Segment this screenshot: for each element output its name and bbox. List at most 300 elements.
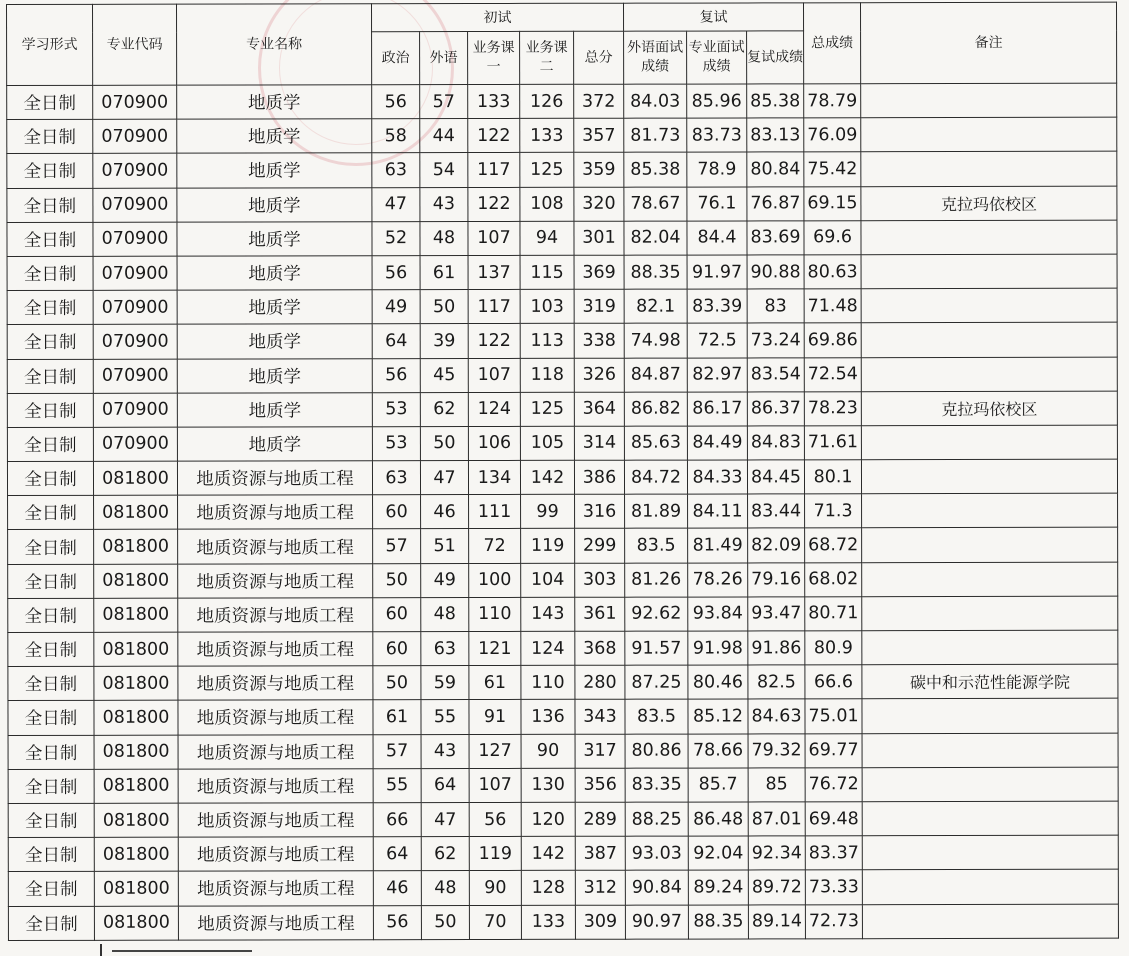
cell-remarks (862, 528, 1118, 563)
table-row (8, 801, 1118, 838)
cell-professional-interview: 83.39 (687, 289, 747, 323)
cell-major-code: 081800 (94, 564, 178, 598)
cell-major-code: 081800 (94, 906, 178, 940)
cell-total-score: 75.01 (805, 699, 862, 733)
cell-total-score: 69.6 (804, 220, 861, 254)
cell-major-code: 081800 (94, 598, 178, 632)
cell-politics: 56 (373, 905, 421, 939)
cell-language-interview: 90.97 (625, 905, 688, 939)
cell-major-code: 081800 (94, 735, 178, 769)
cell-total-score: 80.9 (805, 631, 862, 665)
header-initial-total: 总分 (574, 31, 624, 84)
cell-remarks (862, 801, 1118, 836)
cell-major-code: 081800 (94, 769, 178, 803)
cell-major-code: 081800 (94, 701, 178, 735)
cell-course-two: 119 (521, 529, 575, 563)
cell-major-code: 081800 (93, 461, 177, 495)
cell-major-name: 地质学 (177, 290, 372, 325)
cell-study-mode: 全日制 (8, 530, 94, 564)
cell-total-score: 80.1 (805, 460, 862, 494)
cell-total-score: 69.48 (805, 802, 862, 836)
table-row (7, 254, 1117, 291)
cell-major-name: 地质资源与地质工程 (178, 803, 373, 838)
cell-professional-interview: 78.66 (688, 734, 748, 768)
cell-professional-interview: 82.97 (687, 357, 747, 391)
cell-politics: 64 (373, 837, 421, 871)
cell-foreign-language: 43 (420, 187, 468, 221)
cell-major-code: 070900 (93, 324, 177, 358)
cell-politics: 53 (372, 427, 420, 461)
cell-professional-interview: 92.04 (688, 836, 748, 870)
cell-language-interview: 93.03 (625, 836, 688, 870)
cell-course-two: 120 (521, 802, 575, 836)
header-remarks: 备注 (861, 2, 1117, 84)
cell-major-name: 地质资源与地质工程 (178, 495, 373, 530)
cell-politics: 57 (373, 529, 421, 563)
cell-professional-interview: 84.49 (687, 426, 747, 460)
cell-course-one: 70 (469, 905, 521, 939)
cell-total-score: 66.6 (805, 665, 862, 699)
cell-professional-interview: 72.5 (687, 323, 747, 357)
cell-foreign-language: 45 (420, 358, 468, 392)
cell-language-interview: 78.67 (624, 187, 687, 221)
cell-study-mode: 全日制 (7, 325, 93, 359)
cell-course-two: 104 (521, 563, 575, 597)
cell-initial-total: 314 (574, 426, 624, 460)
cell-foreign-language: 59 (421, 666, 469, 700)
cell-language-interview: 85.63 (624, 426, 687, 460)
cell-major-name: 地质资源与地质工程 (178, 734, 373, 769)
cell-total-score: 78.79 (804, 84, 861, 118)
table-row (8, 596, 1118, 633)
cell-total-score: 72.73 (805, 904, 862, 938)
cell-remarks (861, 220, 1117, 255)
table-row (8, 835, 1118, 872)
cell-total-score: 72.54 (804, 357, 861, 391)
cell-retest-score: 90.88 (747, 255, 804, 289)
cell-study-mode: 全日制 (8, 769, 94, 803)
cell-major-code: 070900 (93, 290, 177, 324)
header-course-two: 业务课二 (520, 31, 574, 84)
cell-total-score: 71.3 (805, 494, 862, 528)
cell-retest-score: 85 (748, 768, 805, 802)
cell-retest-score: 83 (747, 289, 804, 323)
cell-language-interview: 80.86 (625, 734, 688, 768)
cell-retest-score: 93.47 (748, 597, 805, 631)
handwritten-mark (100, 944, 262, 956)
cell-retest-score: 83.54 (747, 357, 804, 391)
table-row (7, 117, 1117, 154)
header-foreign-language: 外语 (420, 32, 468, 85)
cell-course-one: 134 (468, 460, 520, 494)
cell-study-mode: 全日制 (7, 393, 93, 427)
cell-remarks (862, 699, 1118, 734)
cell-foreign-language: 48 (420, 221, 468, 255)
cell-politics: 56 (372, 256, 420, 290)
cell-foreign-language: 64 (421, 768, 469, 802)
cell-initial-total: 316 (575, 494, 625, 528)
cell-remarks (862, 835, 1118, 870)
cell-course-one: 133 (468, 84, 520, 118)
cell-course-one: 111 (469, 495, 521, 529)
cell-initial-total: 303 (575, 563, 625, 597)
cell-retest-score: 87.01 (748, 802, 805, 836)
cell-study-mode: 全日制 (8, 803, 94, 837)
cell-politics: 49 (372, 290, 420, 324)
cell-major-name: 地质资源与地质工程 (178, 837, 373, 872)
cell-course-two: 142 (520, 460, 574, 494)
cell-course-one: 107 (468, 358, 520, 392)
cell-course-one: 122 (468, 324, 520, 358)
cell-major-code: 070900 (93, 154, 177, 188)
cell-initial-total: 386 (574, 460, 624, 494)
cell-politics: 56 (372, 358, 420, 392)
cell-course-two: 118 (520, 358, 574, 392)
table-row (8, 562, 1118, 599)
cell-study-mode: 全日制 (8, 735, 94, 769)
cell-total-score: 80.63 (804, 255, 861, 289)
cell-total-score: 80.71 (805, 597, 862, 631)
cell-course-two: 113 (520, 324, 574, 358)
header-politics: 政治 (372, 32, 420, 85)
cell-professional-interview: 84.4 (687, 221, 747, 255)
cell-total-score: 76.09 (804, 118, 861, 152)
cell-course-two: 108 (520, 187, 574, 221)
cell-retest-score: 82.5 (748, 665, 805, 699)
cell-professional-interview: 84.11 (688, 494, 748, 528)
cell-foreign-language: 51 (421, 529, 469, 563)
cell-remarks (861, 83, 1117, 118)
cell-course-two: 94 (520, 221, 574, 255)
cell-language-interview: 88.25 (625, 802, 688, 836)
cell-language-interview: 74.98 (624, 323, 687, 357)
cell-foreign-language: 62 (421, 837, 469, 871)
table-row (8, 733, 1118, 770)
cell-retest-score: 73.24 (747, 323, 804, 357)
cell-politics: 60 (373, 597, 421, 631)
cell-remarks (862, 596, 1118, 631)
cell-retest-score: 82.09 (748, 528, 805, 562)
cell-remarks (862, 733, 1118, 768)
cell-major-name: 地质资源与地质工程 (178, 871, 373, 906)
cell-total-score: 71.61 (804, 426, 861, 460)
cell-politics: 57 (373, 734, 421, 768)
cell-language-interview: 87.25 (625, 665, 688, 699)
cell-course-two: 128 (521, 871, 575, 905)
cell-course-one: 117 (468, 153, 520, 187)
header-professional-interview: 专业面试成绩 (687, 31, 747, 84)
cell-foreign-language: 39 (420, 324, 468, 358)
cell-foreign-language: 55 (421, 700, 469, 734)
cell-major-name: 地质资源与地质工程 (177, 461, 372, 496)
cell-remarks (862, 630, 1118, 665)
cell-remarks (862, 562, 1118, 597)
cell-study-mode: 全日制 (8, 564, 94, 598)
table-row (8, 630, 1118, 667)
cell-total-score: 78.23 (804, 391, 861, 425)
cell-retest-score: 84.63 (748, 699, 805, 733)
cell-course-one: 117 (468, 290, 520, 324)
cell-language-interview: 82.1 (624, 289, 687, 323)
cell-study-mode: 全日制 (8, 906, 94, 940)
cell-major-code: 081800 (94, 530, 178, 564)
cell-language-interview: 86.82 (624, 392, 687, 426)
cell-remarks (861, 357, 1117, 392)
cell-politics: 55 (373, 768, 421, 802)
cell-politics: 56 (372, 85, 420, 119)
cell-initial-total: 312 (575, 871, 625, 905)
header-total-score: 总成绩 (804, 3, 861, 84)
cell-initial-total: 299 (575, 529, 625, 563)
cell-politics: 46 (373, 871, 421, 905)
cell-professional-interview: 91.98 (688, 631, 748, 665)
table-row (8, 664, 1118, 701)
header-retest-score: 复试成绩 (747, 31, 804, 84)
cell-study-mode: 全日制 (7, 461, 93, 495)
cell-major-name: 地质资源与地质工程 (178, 529, 373, 564)
cell-course-one: 122 (468, 119, 520, 153)
cell-retest-score: 80.84 (747, 152, 804, 186)
cell-initial-total: 317 (575, 734, 625, 768)
cell-language-interview: 83.5 (625, 529, 688, 563)
cell-foreign-language: 47 (420, 461, 468, 495)
cell-politics: 50 (373, 666, 421, 700)
cell-course-two: 133 (520, 118, 574, 152)
cell-politics: 60 (373, 495, 421, 529)
cell-politics: 60 (373, 632, 421, 666)
cell-professional-interview: 93.84 (688, 597, 748, 631)
cell-course-two: 143 (521, 597, 575, 631)
cell-course-two: 99 (521, 495, 575, 529)
cell-course-two: 115 (520, 255, 574, 289)
cell-course-one: 124 (468, 392, 520, 426)
cell-initial-total: 359 (574, 153, 624, 187)
cell-major-code: 081800 (94, 495, 178, 529)
cell-major-name: 地质学 (177, 392, 372, 427)
cell-politics: 58 (372, 119, 420, 153)
cell-major-code: 070900 (93, 427, 177, 461)
cell-major-code: 081800 (94, 837, 178, 871)
cell-remarks: 克拉玛依校区 (861, 391, 1117, 426)
cell-politics: 66 (373, 803, 421, 837)
cell-course-two: 90 (521, 734, 575, 768)
table-body (7, 83, 1119, 940)
cell-course-two: 125 (520, 392, 574, 426)
cell-major-code: 070900 (93, 119, 177, 153)
cell-retest-score: 79.32 (748, 733, 805, 767)
cell-professional-interview: 84.33 (687, 460, 747, 494)
cell-retest-score: 92.34 (748, 836, 805, 870)
cell-initial-total: 338 (574, 324, 624, 358)
cell-study-mode: 全日制 (8, 667, 94, 701)
table-row (8, 699, 1118, 736)
cell-study-mode: 全日制 (7, 222, 93, 256)
cell-course-two: 110 (521, 665, 575, 699)
cell-remarks (862, 459, 1118, 494)
cell-course-one: 90 (469, 871, 521, 905)
cell-major-name: 地质资源与地质工程 (178, 632, 373, 667)
table-row (7, 322, 1117, 359)
cell-course-one: 91 (469, 700, 521, 734)
cell-language-interview: 81.89 (625, 494, 688, 528)
table-row (8, 767, 1118, 804)
cell-major-name: 地质学 (177, 187, 372, 222)
cell-foreign-language: 63 (421, 632, 469, 666)
cell-course-two: 126 (520, 84, 574, 118)
cell-course-one: 107 (468, 221, 520, 255)
cell-foreign-language: 48 (421, 871, 469, 905)
cell-total-score: 73.33 (805, 870, 862, 904)
cell-initial-total: 289 (575, 802, 625, 836)
cell-retest-score: 89.14 (748, 904, 805, 938)
cell-course-one: 110 (469, 597, 521, 631)
cell-retest-score: 79.16 (748, 562, 805, 596)
table-row (7, 357, 1117, 394)
cell-major-name: 地质学 (177, 221, 372, 256)
cell-study-mode: 全日制 (7, 120, 93, 154)
cell-course-two: 142 (521, 836, 575, 870)
table-row (7, 83, 1117, 120)
cell-major-code: 070900 (93, 222, 177, 256)
cell-initial-total: 369 (574, 255, 624, 289)
cell-foreign-language: 54 (420, 153, 468, 187)
cell-course-one: 122 (468, 187, 520, 221)
cell-study-mode: 全日制 (8, 632, 94, 666)
cell-major-code: 070900 (93, 393, 177, 427)
cell-study-mode: 全日制 (7, 427, 93, 461)
cell-professional-interview: 76.1 (687, 187, 747, 221)
cell-foreign-language: 46 (421, 495, 469, 529)
cell-politics: 63 (372, 461, 420, 495)
cell-total-score: 69.77 (805, 733, 862, 767)
cell-professional-interview: 88.35 (688, 904, 748, 938)
cell-course-two: 130 (521, 768, 575, 802)
header-initial-exam: 初试 (372, 3, 624, 32)
cell-retest-score: 89.72 (748, 870, 805, 904)
cell-professional-interview: 81.49 (688, 528, 748, 562)
cell-major-code: 081800 (94, 666, 178, 700)
cell-foreign-language: 43 (421, 734, 469, 768)
cell-major-name: 地质资源与地质工程 (178, 768, 373, 803)
cell-initial-total: 301 (574, 221, 624, 255)
cell-major-name: 地质学 (177, 85, 372, 120)
cell-professional-interview: 78.9 (687, 152, 747, 186)
cell-study-mode: 全日制 (7, 154, 93, 188)
cell-remarks (861, 254, 1117, 289)
cell-course-one: 72 (469, 529, 521, 563)
cell-total-score: 83.37 (805, 836, 862, 870)
cell-retest-score: 86.37 (747, 392, 804, 426)
cell-language-interview: 82.04 (624, 221, 687, 255)
cell-foreign-language: 48 (421, 597, 469, 631)
header-study-mode: 学习形式 (7, 4, 93, 85)
cell-politics: 53 (372, 392, 420, 426)
cell-language-interview: 91.57 (625, 631, 688, 665)
cell-retest-score: 83.13 (747, 118, 804, 152)
cell-course-two: 105 (520, 426, 574, 460)
table-row (7, 391, 1117, 428)
cell-remarks (861, 322, 1117, 357)
cell-politics: 61 (373, 700, 421, 734)
cell-initial-total: 364 (574, 392, 624, 426)
cell-language-interview: 88.35 (624, 255, 687, 289)
table-row (7, 186, 1117, 223)
cell-remarks (862, 767, 1118, 802)
cell-study-mode: 全日制 (8, 496, 94, 530)
cell-study-mode: 全日制 (7, 359, 93, 393)
cell-politics: 64 (372, 324, 420, 358)
cell-language-interview: 81.73 (624, 118, 687, 152)
cell-major-code: 081800 (94, 632, 178, 666)
cell-total-score: 68.72 (805, 528, 862, 562)
cell-major-name: 地质学 (177, 358, 372, 393)
header-retest: 复试 (624, 3, 804, 31)
cell-major-name: 地质学 (177, 256, 372, 291)
cell-major-name: 地质资源与地质工程 (178, 700, 373, 735)
cell-major-name: 地质学 (177, 119, 372, 154)
cell-course-one: 127 (469, 734, 521, 768)
cell-study-mode: 全日制 (8, 701, 94, 735)
cell-remarks (862, 493, 1118, 528)
cell-major-name: 地质资源与地质工程 (178, 905, 373, 940)
cell-study-mode: 全日制 (7, 256, 93, 290)
cell-foreign-language: 57 (420, 85, 468, 119)
cell-politics: 63 (372, 153, 420, 187)
cell-professional-interview: 86.48 (688, 802, 748, 836)
cell-major-name: 地质资源与地质工程 (178, 563, 373, 598)
cell-foreign-language: 61 (420, 255, 468, 289)
cell-major-name: 地质学 (177, 427, 372, 462)
table-header (7, 2, 1117, 85)
table-row (7, 425, 1117, 462)
cell-language-interview: 83.5 (625, 699, 688, 733)
cell-course-two: 124 (521, 631, 575, 665)
cell-initial-total: 387 (575, 836, 625, 870)
table-row (8, 528, 1118, 565)
cell-language-interview: 81.26 (625, 563, 688, 597)
cell-retest-score: 83.69 (747, 221, 804, 255)
cell-major-code: 070900 (93, 188, 177, 222)
cell-course-two: 133 (521, 905, 575, 939)
cell-language-interview: 85.38 (624, 152, 687, 186)
cell-politics: 50 (373, 563, 421, 597)
cell-major-code: 070900 (93, 359, 177, 393)
table-row (7, 220, 1117, 257)
cell-major-code: 081800 (94, 803, 178, 837)
cell-study-mode: 全日制 (8, 837, 94, 871)
cell-remarks (862, 904, 1118, 939)
table-row (7, 152, 1117, 189)
cell-professional-interview: 80.46 (688, 665, 748, 699)
cell-course-one: 107 (469, 768, 521, 802)
cell-retest-score: 85.38 (747, 84, 804, 118)
cell-professional-interview: 85.96 (687, 84, 747, 118)
cell-retest-score: 84.83 (747, 426, 804, 460)
header-language-interview: 外语面试成绩 (624, 31, 687, 84)
cell-retest-score: 76.87 (747, 186, 804, 220)
cell-major-name: 地质学 (177, 153, 372, 188)
cell-major-name: 地质学 (177, 324, 372, 359)
table-row (7, 288, 1117, 325)
cell-professional-interview: 91.97 (687, 255, 747, 289)
cell-initial-total: 309 (575, 905, 625, 939)
cell-study-mode: 全日制 (8, 598, 94, 632)
header-course-one: 业务课一 (468, 31, 520, 84)
cell-study-mode: 全日制 (7, 188, 93, 222)
cell-foreign-language: 50 (420, 426, 468, 460)
cell-initial-total: 361 (575, 597, 625, 631)
cell-major-code: 070900 (93, 85, 177, 119)
